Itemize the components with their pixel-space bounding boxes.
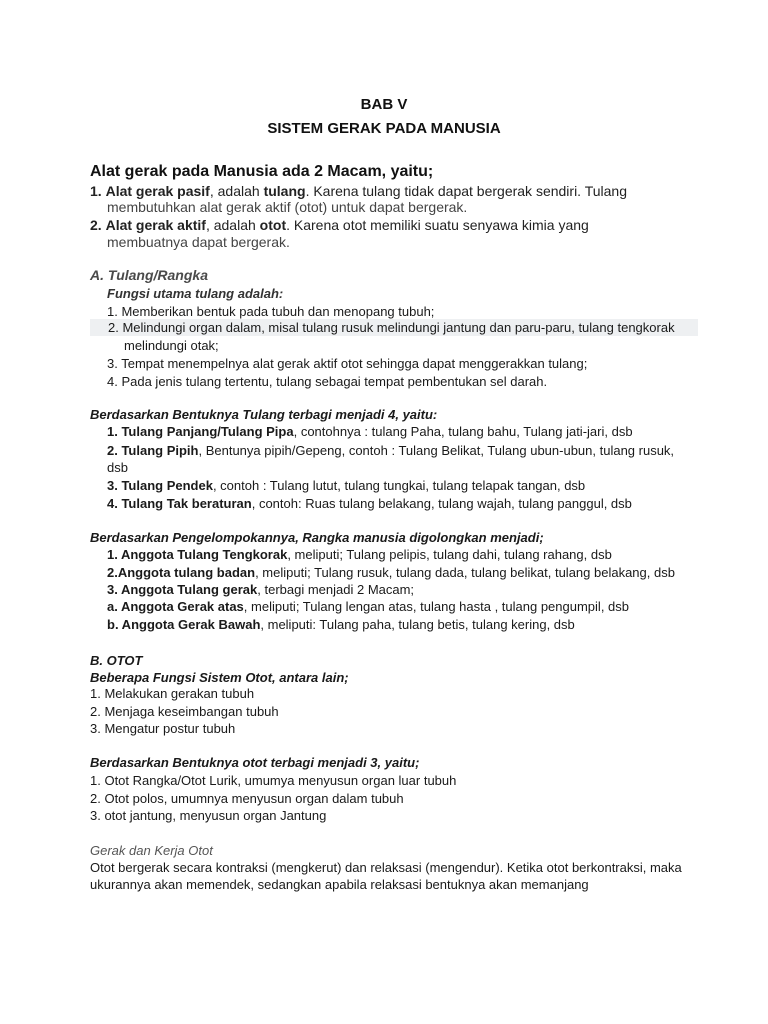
list-item: 1. Memberikan bentuk pada tubuh dan menopang tubuh;	[107, 304, 435, 319]
list-item: 1. Melakukan gerakan tubuh	[90, 686, 255, 701]
intro-item-1-key: tulang	[263, 183, 306, 199]
list-item: dsb	[107, 460, 128, 475]
intro-heading: Alat gerak pada Manusia ada 2 Macam, yaitu;	[90, 163, 434, 180]
page-title: SISTEM GERAK PADA MANUSIA	[267, 120, 501, 137]
intro-item-1-cont: membutuhkan alat gerak aktif (otot) untuk dapat bergerak.	[107, 199, 468, 215]
intro-item-1-rest: . Karena tulang tidak dapat bergerak sendiri. Tulang	[305, 183, 627, 199]
paragraph-line: Otot bergerak secara kontraksi (mengkerut) dan relaksasi (mengendur). Ketika otot berkontraksi, maka	[90, 860, 682, 875]
list-item: 2. Tulang Pipih, Bentunya pipih/Gepeng, contoh : Tulang Belikat, Tulang ubun-ubun, tulang rusuk,	[107, 443, 675, 458]
intro-item-2-sep: , adalah	[205, 217, 260, 233]
intro-item-2-rest: . Karena otot memiliki suatu senyawa kimia yang	[286, 217, 589, 233]
paragraph-line: ukurannya akan memendek, sedangkan apabila relaksasi bentuknya akan memanjang	[90, 877, 589, 892]
section-b-fungsi-label: Beberapa Fungsi Sistem Otot, antara lain;	[90, 670, 349, 685]
list-item: 3. otot jantung, menyusun organ Jantung	[90, 808, 327, 823]
list-item: a. Anggota Gerak atas, meliputi; Tulang lengan atas, tulang hasta , tulang pengumpil, dsb	[107, 599, 629, 614]
list-item: b. Anggota Gerak Bawah, meliputi: Tulang paha, tulang betis, tulang kering, dsb	[107, 617, 575, 632]
list-item: melindungi otak;	[124, 338, 219, 353]
intro-item-1-term: Alat gerak pasif	[105, 183, 210, 199]
list-item: 2. Menjaga keseimbangan tubuh	[90, 704, 279, 719]
intro-item-1	[90, 183, 627, 200]
list-item: 3. Anggota Tulang gerak, terbagi menjadi 2 Macam;	[107, 582, 415, 597]
intro-item-2-term: Alat gerak aktif	[105, 217, 206, 233]
section-a-kelompok-label: Berdasarkan Pengelompokannya, Rangka manusia digolongkan menjadi;	[90, 530, 544, 545]
section-b-bentuk-label: Berdasarkan Bentuknya otot terbagi menjadi 3, yaitu;	[90, 755, 420, 770]
list-item: 2.Anggota tulang badan, meliputi; Tulang rusuk, tulang dada, tulang belikat, tulang belakang, dsb	[107, 565, 675, 580]
intro-item-2	[90, 217, 589, 234]
intro-item-1-num: 1.	[90, 183, 102, 199]
section-b-heading: B. OTOT	[90, 653, 143, 668]
list-item: 3. Tulang Pendek, contoh : Tulang lutut, tulang tungkai, tulang telapak tangan, dsb	[107, 478, 586, 493]
list-item: 4. Pada jenis tulang tertentu, tulang sebagai tempat pembentukan sel darah.	[107, 374, 548, 389]
list-item: 4. Tulang Tak beraturan, contoh: Ruas tulang belakang, tulang wajah, tulang panggul, dsb	[107, 496, 632, 511]
intro-item-1-sep: , adalah	[209, 183, 264, 199]
list-item: 1. Tulang Panjang/Tulang Pipa, contohnya : tulang Paha, tulang bahu, Tulang jati-jari, dsb	[107, 424, 633, 439]
section-a-fungsi-label: Fungsi utama tulang adalah:	[107, 286, 284, 301]
chapter-label: BAB V	[360, 96, 408, 113]
section-a-bentuk-label: Berdasarkan Bentuknya Tulang terbagi menjadi 4, yaitu:	[90, 407, 438, 422]
list-item: 1. Otot Rangka/Otot Lurik, umumya menyusun organ luar tubuh	[90, 773, 457, 788]
list-item: 2. Otot polos, umumnya menyusun organ dalam tubuh	[90, 791, 404, 806]
section-b-gerak-label: Gerak dan Kerja Otot	[90, 843, 213, 858]
list-item: 3. Tempat menempelnya alat gerak aktif otot sehingga dapat menggerakkan tulang;	[107, 356, 588, 371]
intro-item-2-cont: membuatnya dapat bergerak.	[107, 234, 290, 250]
section-a-heading: A. Tulang/Rangka	[90, 267, 208, 283]
intro-item-2-key: otot	[259, 217, 287, 233]
intro-item-2-num: 2.	[90, 217, 102, 233]
list-item: 1. Anggota Tulang Tengkorak, meliputi; Tulang pelipis, tulang dahi, tulang rahang, dsb	[107, 547, 612, 562]
list-item: 3. Mengatur postur tubuh	[90, 721, 236, 736]
list-item: 2. Melindungi organ dalam, misal tulang rusuk melindungi jantung dan paru-paru, tulang tengkorak	[90, 319, 698, 336]
